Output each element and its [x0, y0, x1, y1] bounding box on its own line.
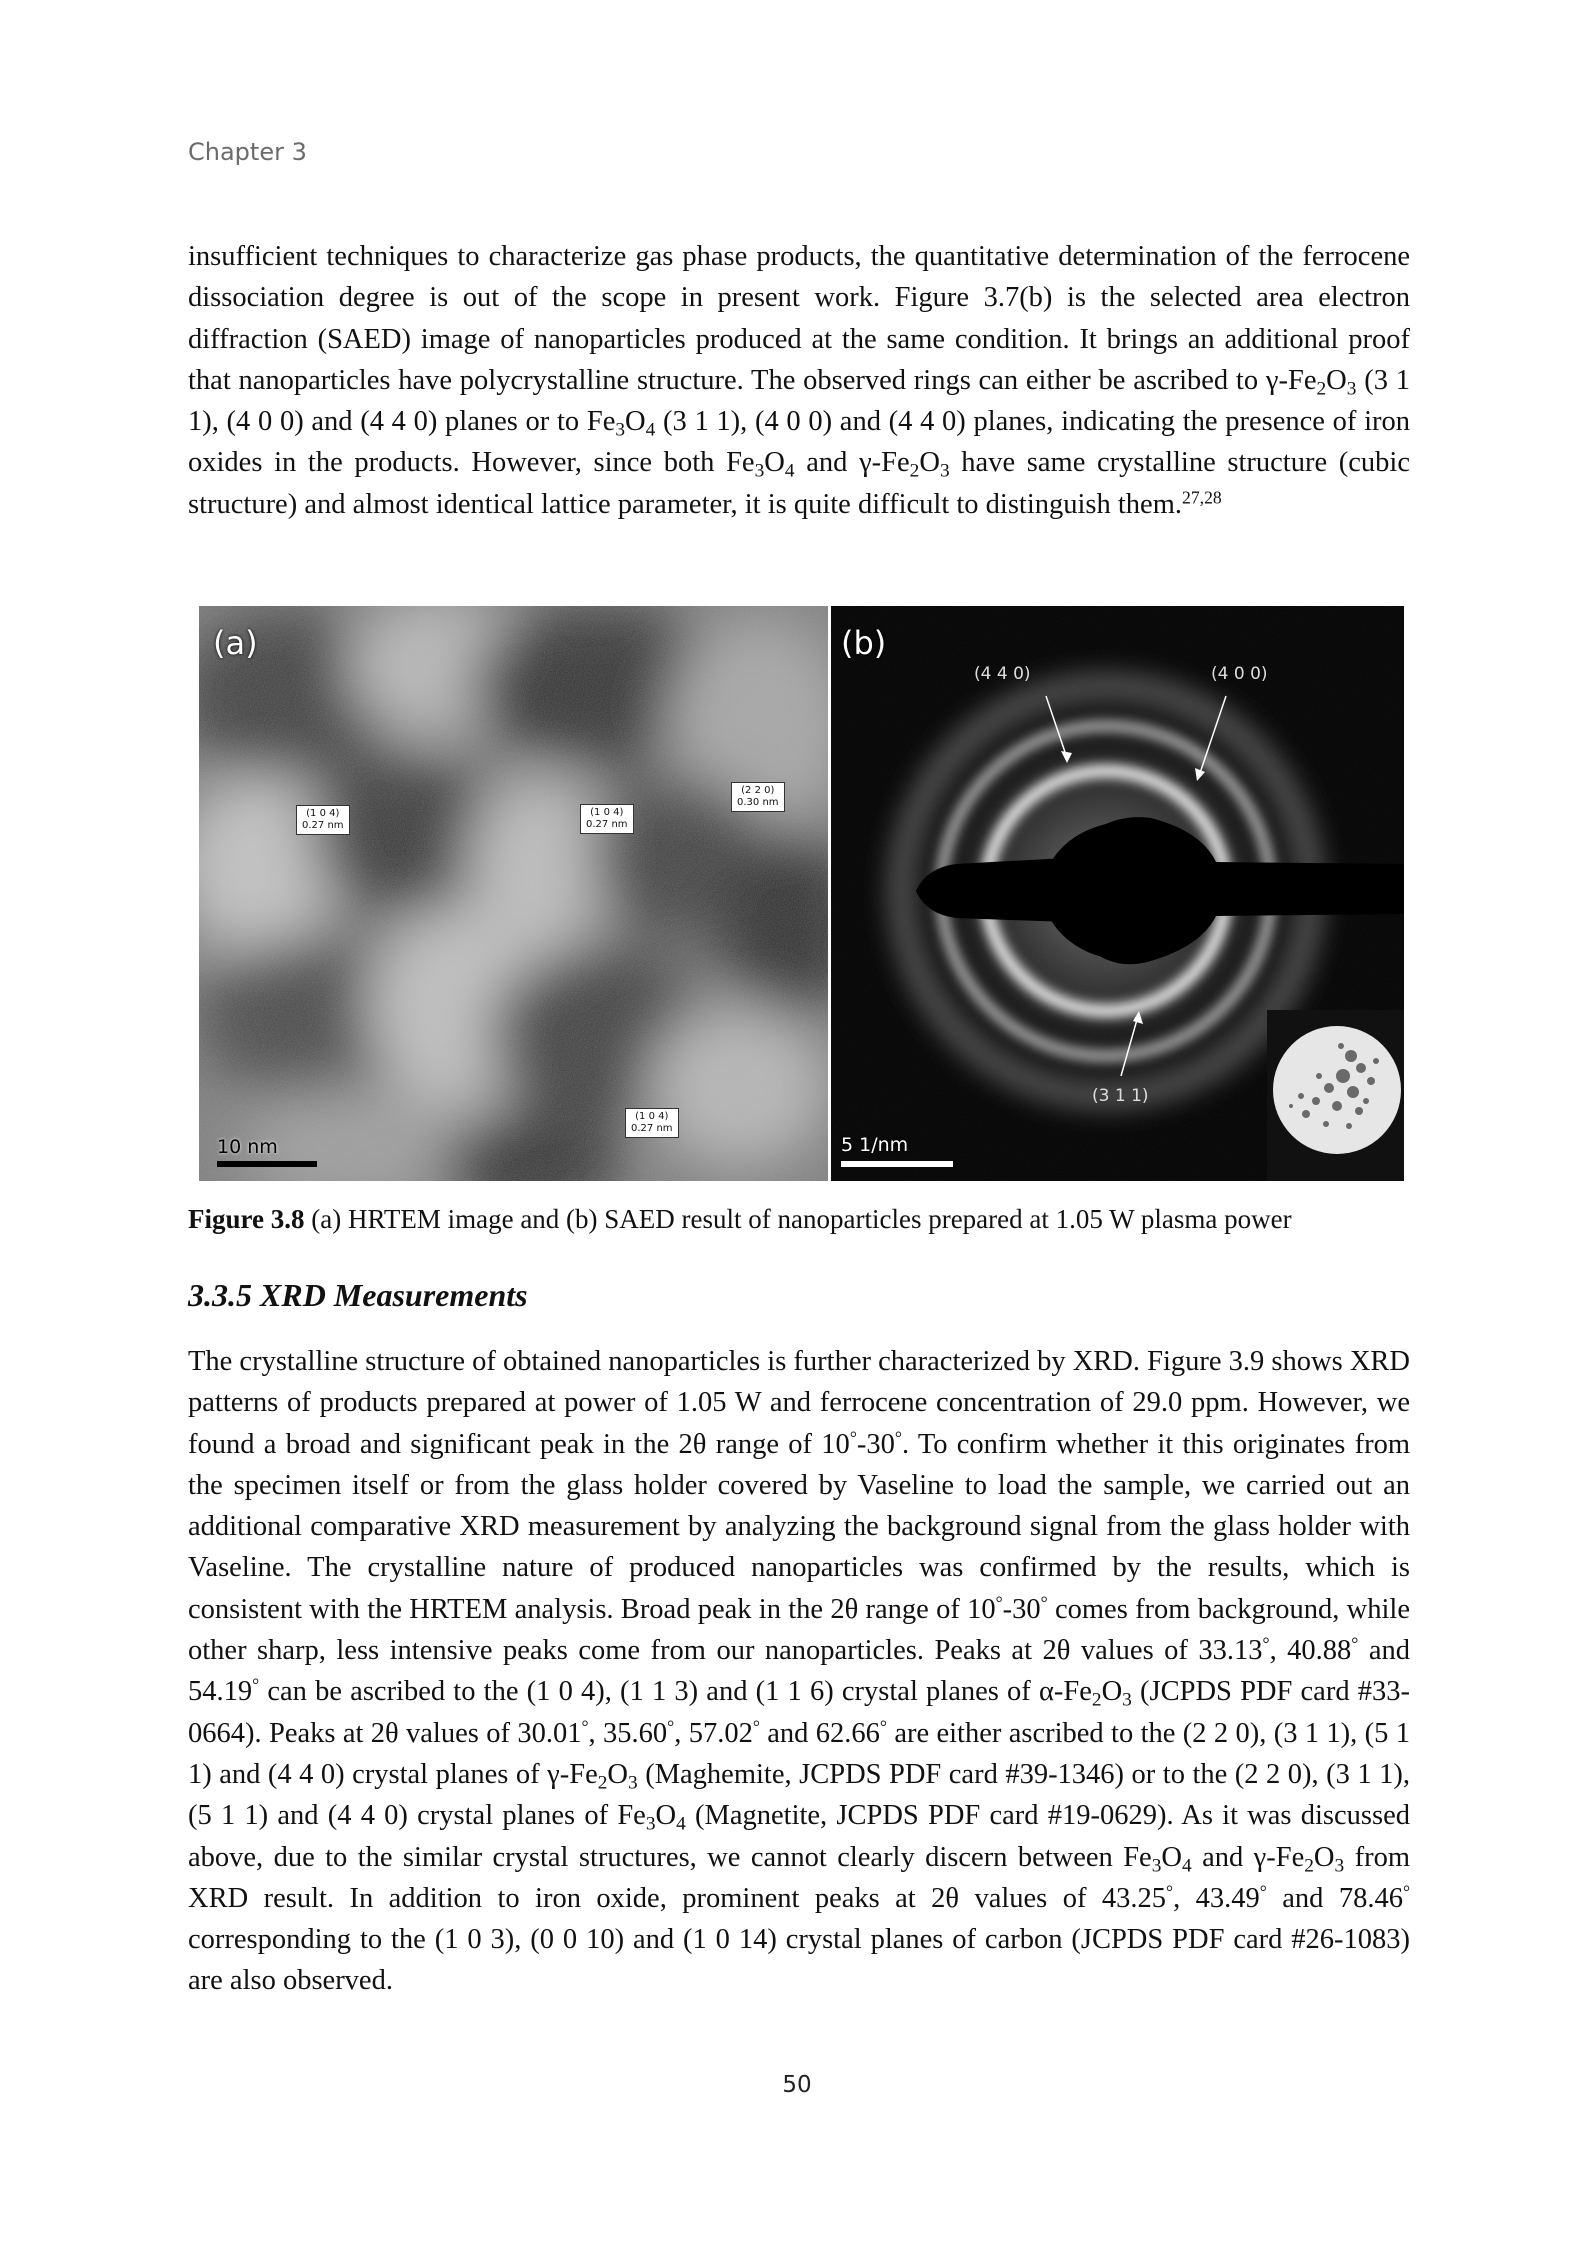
hrtem-micrograph: [199, 606, 828, 1181]
degree-sign: °: [849, 1426, 857, 1447]
text-span: corresponding to the (1 0 3), (0 0 10) and (1 0 14) crystal planes of carbon (JCPDS PDF card #26-1083) are also observed.: [188, 1924, 1410, 1997]
lattice-label-2: [580, 804, 634, 834]
text-span: and γ-Fe: [794, 447, 910, 479]
subscript: 4: [784, 460, 795, 482]
text-span: from XRD result. In addition to iron oxide, prominent peaks at 2θ values of 43.25: [188, 1841, 1410, 1914]
text-span: and 78.46: [1266, 1882, 1403, 1914]
text-span: The crystalline structure of obtained nanoparticles is further characterized by XRD. Figure 3.9 shows XRD patterns of products prepared at power of 1.05 W and ferrocene concentration of 29.0 ppm. However, we found a broad and significant peak in the 2θ range of 10: [188, 1346, 1410, 1460]
subscript: 2: [909, 460, 920, 482]
subscript: 3: [645, 1813, 656, 1835]
degree-sign: °: [894, 1426, 902, 1447]
degree-sign: °: [1166, 1881, 1174, 1902]
subscript: 2: [1316, 378, 1327, 400]
text-span: (JCPDS PDF card #33-0664). Peaks at 2θ values of 30.01: [188, 1676, 1410, 1749]
lattice-spacing: 0.30 nm: [737, 797, 779, 808]
figure-3-8: [199, 606, 1404, 1181]
subscript: 2: [1091, 1689, 1102, 1711]
subscript: 3: [615, 419, 626, 441]
page-number: 50: [782, 2072, 812, 2098]
caption-text: (a) HRTEM image and (b) SAED result of nanoparticles prepared at 1.05 W plasma power: [304, 1204, 1292, 1234]
degree-sign: °: [1040, 1592, 1048, 1613]
subscript: 3: [939, 460, 950, 482]
text-span: (3 1 1), (4 0 0) and (4 4 0) planes or to Fe: [188, 364, 1410, 438]
lattice-plane: (2 2 0): [741, 785, 775, 796]
scalebar-b: [841, 1161, 953, 1167]
text-span: are either ascribed to the (2 2 0), (3 1 1), (5 1 1) and (4 4 0) crystal planes of γ-Fe: [188, 1717, 1411, 1790]
scalebar-a: [217, 1161, 317, 1167]
degree-sign: °: [667, 1715, 675, 1736]
subscript: 3: [1346, 378, 1357, 400]
lattice-spacing: 0.27 nm: [586, 819, 628, 830]
hrtem-image-panel: [199, 606, 828, 1181]
ring-label-400: (4 0 0): [1211, 664, 1268, 684]
lattice-plane: (1 0 4): [306, 808, 340, 819]
subscript: 4: [645, 419, 656, 441]
lattice-label-4: [625, 1108, 679, 1138]
text-span: , 57.02: [674, 1717, 753, 1749]
text-span: and γ-Fe: [1191, 1841, 1305, 1873]
running-header: Chapter 3: [188, 138, 307, 166]
text-span: insufficient techniques to characterize gas phase products, the quantitative determination of the ferrocene dissociation degree is out of the scope in present work. Figure 3.7(b) is the selected area electron diffraction (SAED) image of nanoparticles produced at the same condition. It brings an additional proof that nanoparticles have polycrystalline structure. The observed rings can either be ascribed to γ-Fe: [188, 241, 1410, 396]
subscript: 3: [754, 460, 765, 482]
subscript: 2: [1304, 1854, 1314, 1876]
ring-label-440: (4 4 0): [974, 664, 1031, 684]
subscript: 3: [1151, 1854, 1162, 1876]
text-span: and 62.66: [759, 1717, 880, 1749]
lattice-spacing: 0.27 nm: [302, 820, 344, 831]
saed-pattern-panel: [831, 606, 1404, 1181]
text-span: can be ascribed to the (1 0 4), (1 1 3) and (1 1 6) crystal planes of α-Fe: [259, 1676, 1092, 1708]
lattice-label-1: [296, 805, 350, 835]
scalebar-label-a: 10 nm: [217, 1136, 278, 1158]
lattice-spacing: 0.27 nm: [631, 1123, 673, 1134]
scalebar-label-b: 5 1/nm: [841, 1134, 909, 1156]
text-span: . To confirm whether it this originates from the specimen itself or from the glass holder covered by Vaseline to load the sample, we carried out an additional comparative XRD measurement by analyzing the background signal from the glass holder with Vaseline. The crystalline nature of produced nanoparticles was confirmed by the results, which is consistent with the HRTEM analysis. Broad peak in the 2θ range of 10: [188, 1428, 1410, 1625]
subscript: 4: [676, 1813, 686, 1835]
ring-label-311: (3 1 1): [1092, 1086, 1149, 1106]
text-span: , 40.88: [1269, 1635, 1352, 1667]
degree-sign: °: [752, 1715, 760, 1736]
text-span: comes from background, while other sharp, less intensive peaks come from our nanoparticles. Peaks at 2θ values of 33.13: [188, 1593, 1410, 1667]
degree-sign: °: [879, 1715, 887, 1736]
section-heading: 3.3.5 XRD Measurements: [188, 1277, 528, 1313]
text-span: -30: [856, 1428, 895, 1460]
text-span: (Magnetite, JCPDS PDF card #19-0629). As it was discussed above, due to the similar crystal structures, we cannot clearly discern between Fe: [188, 1800, 1410, 1873]
text-span: (Maghemite, JCPDS PDF card #39-1346) or to the (2 2 0), (3 1 1), (5 1 1) and (4 4 0) crystal planes of Fe: [188, 1758, 1410, 1832]
degree-sign: °: [581, 1715, 589, 1736]
citation-superscript: 27,28: [1182, 487, 1222, 508]
panel-label-b: (b): [841, 624, 887, 662]
lattice-label-3: [731, 782, 785, 812]
lattice-plane: (1 0 4): [635, 1111, 669, 1122]
degree-sign: °: [995, 1592, 1003, 1613]
paragraph-saed-discussion: insufficient techniques to characterize gas phase products, the quantitative determination of the ferrocene dissociation degree is out of the scope in present work. Figure 3.7(b) is the selected area electron diffraction (SAED) image of nanoparticles produced at the same condition. It brings an additional proof that nanoparticles have polycrystalline structure. The observed rings can either be ascribed to $\gamma-Fe_2O_3$ (3 1 1), (4 0 0) and (4 4 0) planes or to $Fe_3O_4$ (3 1 1), (4 0 0) and (4 4 0) planes, indicating the presence of iron oxides in the products. However, since both $Fe_3O_4$ and $\gamma-Fe_2O_3$ have same crystalline structure (cubic structure) and almost identical lattice parameter, it is quite difficult to distinguish them.$^{27,28}$: [188, 241, 1410, 520]
text-span: , 35.60: [588, 1717, 668, 1749]
text-span: , 43.49: [1173, 1882, 1260, 1914]
degree-sign: °: [1402, 1881, 1411, 1902]
subscript: 4: [1181, 1854, 1192, 1876]
subscript: 3: [1334, 1854, 1345, 1876]
degree-sign: °: [1262, 1633, 1270, 1654]
subscript: 3: [628, 1772, 638, 1794]
subscript: 3: [1122, 1689, 1132, 1711]
panel-label-a: (a): [213, 624, 258, 662]
caption-label: Figure 3.8: [188, 1204, 305, 1234]
text-span: (3 1 1), (4 0 0) and (4 4 0) planes, indicating the presence of iron oxides in the products. However, since both Fe: [188, 406, 1410, 479]
subscript: 2: [597, 1772, 608, 1794]
figure-caption: [188, 1204, 1410, 1235]
degree-sign: °: [1351, 1633, 1359, 1654]
degree-sign: °: [1259, 1881, 1267, 1902]
text-span: -30: [1002, 1593, 1041, 1625]
paragraph-xrd-discussion: The crystalline structure of obtained nanoparticles is further characterized by XRD. Figure 3.9 shows XRD patterns of products prepared at power of 1.05 W and ferrocene concentration of 29.0 ppm. However, we found a broad and significant peak in the 2θ range of 10°-30°. To confirm whether it this originates from the specimen itself or from the glass holder covered by Vaseline to load the sample, we carried out an additional comparative XRD measurement by analyzing the background signal from the glass holder with Vaseline. The crystalline nature of produced nanoparticles was confirmed by the results, which is consistent with the HRTEM analysis. Broad peak in the 2θ range of 10°-30° comes from background, while other sharp, less intensive peaks come from our nanoparticles. Peaks at 2θ values of 33.13°, 40.88° and 54.19° can be ascribed to the (1 0 4), (1 1 3) and (1 1 6) crystal planes of $\alpha-Fe_2O_3$ (JCPDS PDF card #33-0664). Peaks at 2θ values of 30.01°, 35.60°, 57.02° and 62.66° are either ascribed to the (2 2 0), (3 1 1), (5 1 1) and (4 4 0) crystal planes of $\gamma-Fe_2O_3$ (Maghemite, JCPDS PDF card #39-1346) or to the (2 2 0), (3 1 1), (5 1 1) and (4 4 0) crystal planes of $Fe_3O_4$ (Magnetite, JCPDS PDF card #19-0629). As it was discussed above, due to the similar crystal structures, we cannot clearly discern between $Fe_3O_4$ and $\gamma-Fe_2O_3$ from XRD result. In addition to iron oxide, prominent peaks at 2θ values of 43.25°, 43.49° and 78.46° corresponding to the (1 0 3), (0 0 10) and (1 0 14) crystal planes of carbon (JCPDS PDF card #26-1083) are also observed.: [188, 1346, 1411, 1997]
text-span: have same crystalline structure (cubic structure) and almost identical lattice parameter, it is quite difficult to distinguish them.: [188, 447, 1410, 520]
degree-sign: °: [252, 1674, 260, 1695]
lattice-plane: (1 0 4): [590, 807, 624, 818]
text-span: and 54.19: [188, 1635, 1410, 1708]
